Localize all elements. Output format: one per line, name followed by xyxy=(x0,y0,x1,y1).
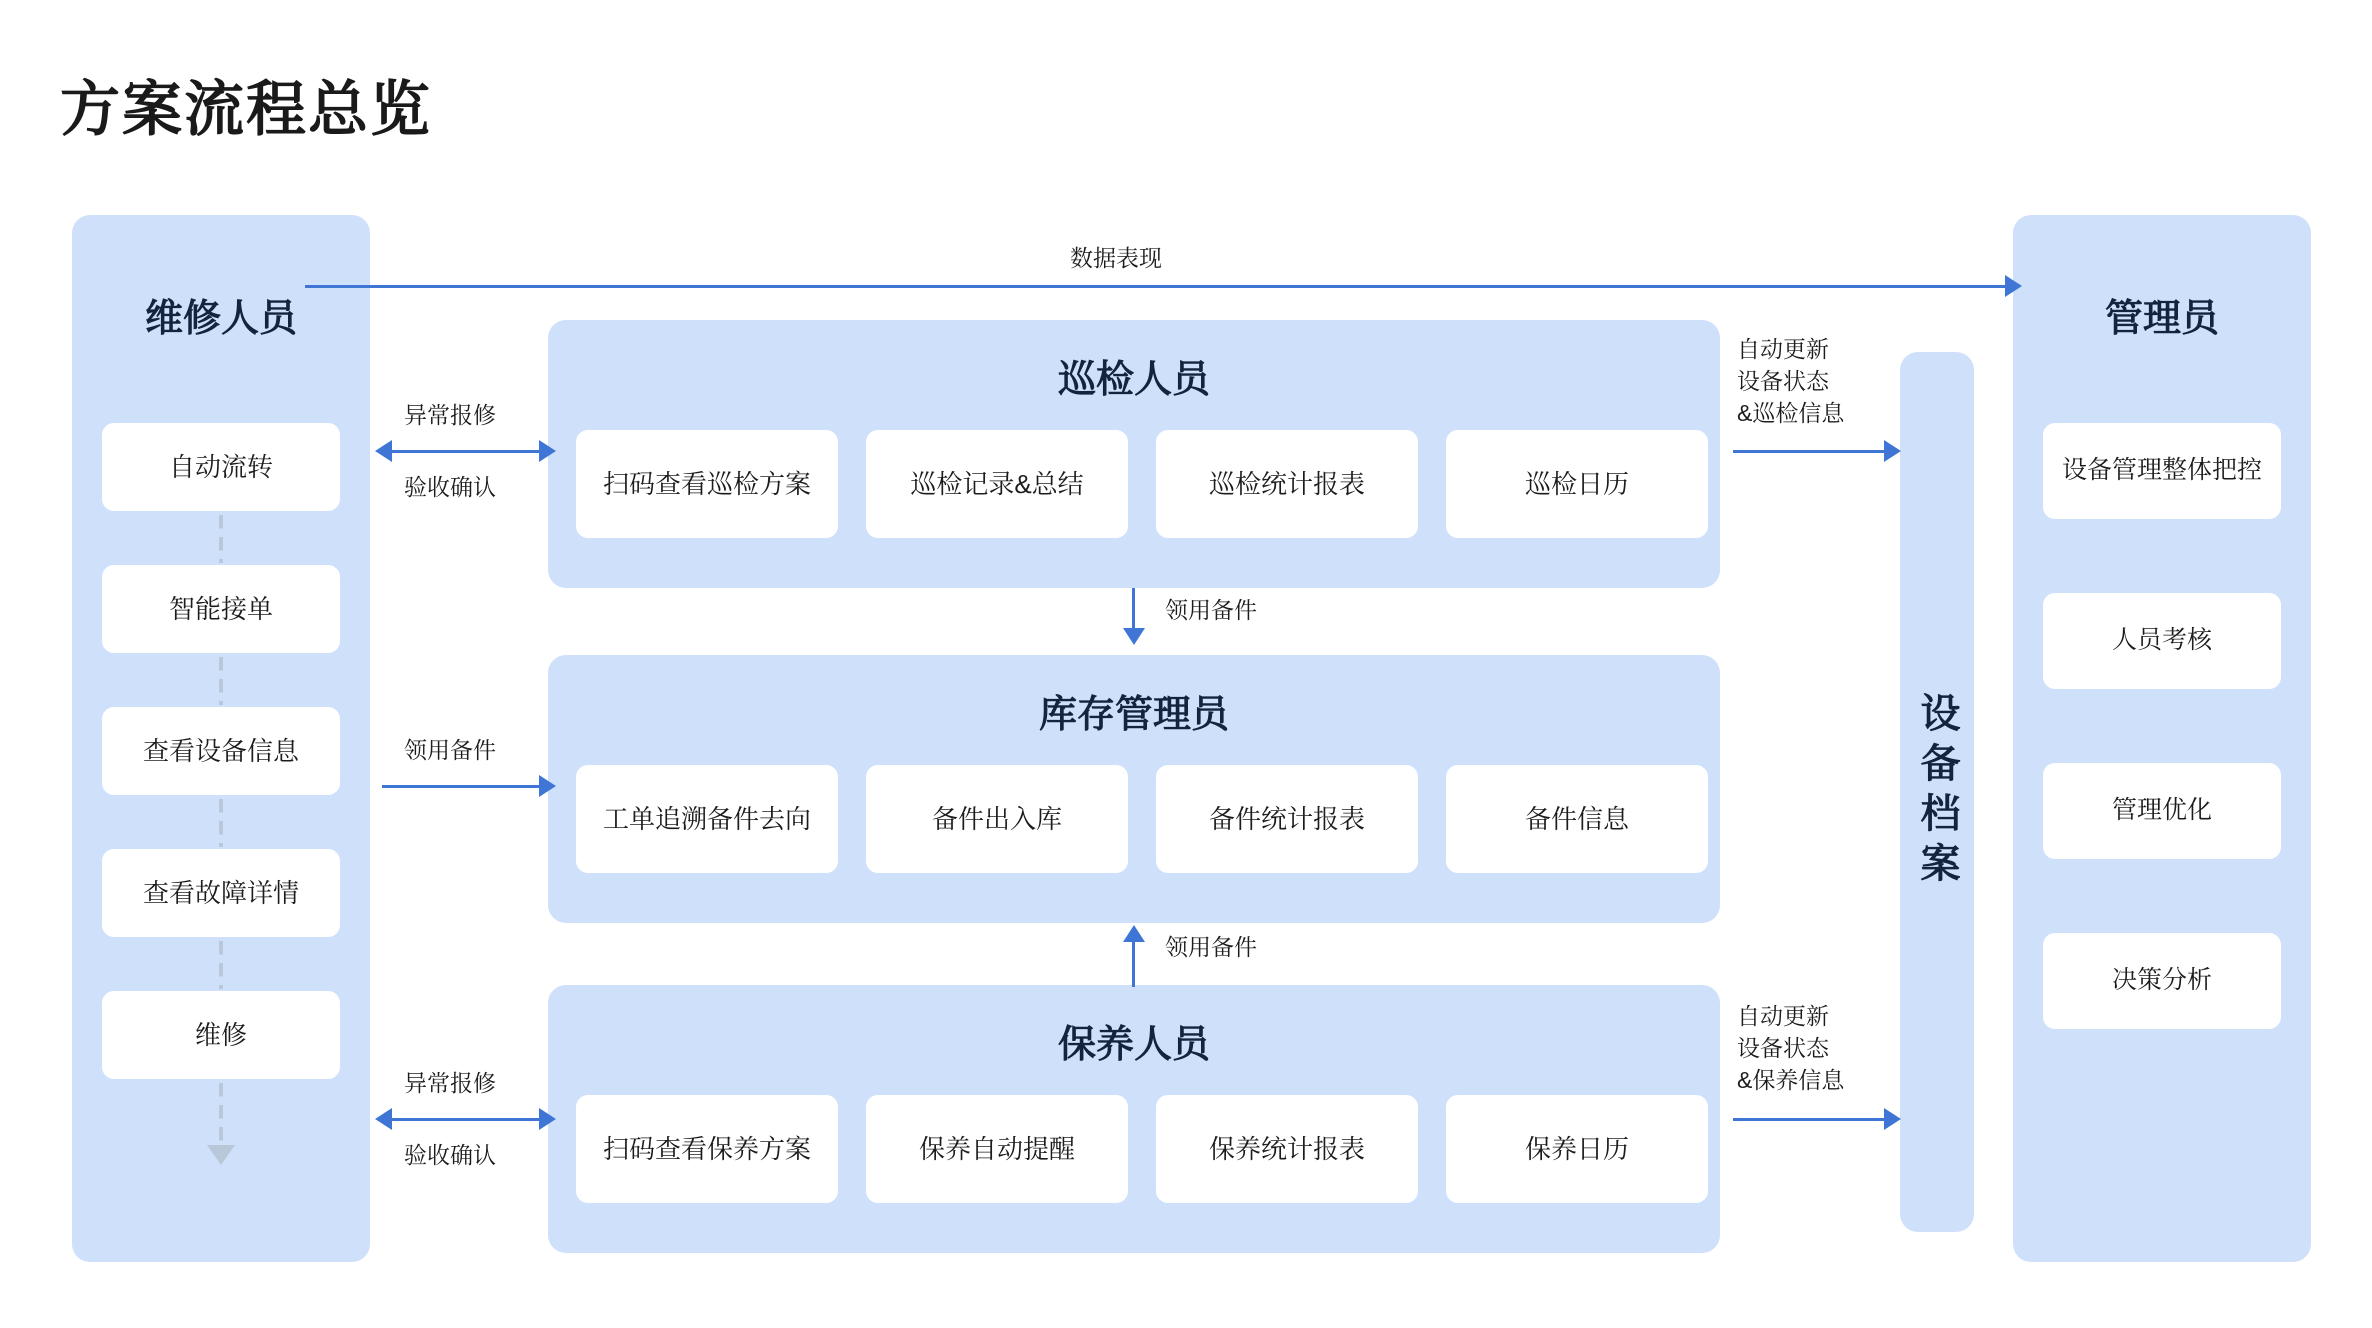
panel-inspection-staff xyxy=(548,320,1720,588)
panel-inspection-staff-title: 巡检人员 xyxy=(1057,359,1210,401)
panel-inventory-manager xyxy=(548,655,1720,923)
edge-line xyxy=(1733,1118,1893,1121)
list-item[interactable]: 设备管理整体把控 xyxy=(2043,423,2281,519)
dashed-connector xyxy=(219,515,223,563)
arrow-left-icon xyxy=(375,440,392,462)
column-administrator-title: 管理员 xyxy=(2104,298,2219,340)
list-item[interactable]: 管理优化 xyxy=(2043,763,2281,859)
list-item[interactable]: 智能接单 xyxy=(102,565,340,653)
edge-label-auto-update-inspection: 自动更新 设备状态 &巡检信息 xyxy=(1737,336,1845,427)
column-administrator xyxy=(2013,215,2311,1262)
list-item[interactable]: 保养自动提醒 xyxy=(866,1095,1128,1203)
list-item[interactable]: 决策分析 xyxy=(2043,933,2281,1029)
edge-label-auto-update-maintenance: 自动更新 设备状态 &保养信息 xyxy=(1737,1003,1845,1094)
list-item[interactable]: 扫码查看巡检方案 xyxy=(576,430,838,538)
dashed-connector xyxy=(219,799,223,847)
edge-label-requisition-parts-inspection: 领用备件 xyxy=(1165,597,1257,623)
panel-inventory-manager-title: 库存管理员 xyxy=(1038,694,1229,736)
panel-equipment-archive-label: 设备档案 xyxy=(1915,692,1959,892)
page-title: 方案流程总览 xyxy=(60,76,432,143)
arrow-right-icon xyxy=(1884,440,1901,462)
list-item[interactable]: 维修 xyxy=(102,991,340,1079)
list-item[interactable]: 备件出入库 xyxy=(866,765,1128,873)
dashed-connector xyxy=(219,1083,223,1151)
edge-label-abnormal-report-maintenance: 异常报修 xyxy=(404,1070,496,1096)
edge-line xyxy=(1132,935,1135,987)
edge-label-requisition-parts-maintenance: 领用备件 xyxy=(1165,934,1257,960)
list-item[interactable]: 查看故障详情 xyxy=(102,849,340,937)
panel-equipment-archive xyxy=(1900,352,1974,1232)
column-repair-staff-title: 维修人员 xyxy=(144,298,297,340)
edge-label-data-performance: 数据表现 xyxy=(1070,245,1162,271)
edge-line xyxy=(382,785,542,788)
arrow-down-icon xyxy=(1123,628,1145,645)
list-item[interactable]: 查看设备信息 xyxy=(102,707,340,795)
dashed-connector xyxy=(219,941,223,989)
arrow-up-icon xyxy=(1123,925,1145,942)
list-item[interactable]: 自动流转 xyxy=(102,423,340,511)
list-item[interactable]: 巡检统计报表 xyxy=(1156,430,1418,538)
list-item[interactable]: 保养日历 xyxy=(1446,1095,1708,1203)
list-item[interactable]: 扫码查看保养方案 xyxy=(576,1095,838,1203)
edge-line xyxy=(382,450,542,453)
arrow-right-icon xyxy=(539,1108,556,1130)
arrow-left-icon xyxy=(375,1108,392,1130)
edge-line xyxy=(305,285,2008,288)
edge-label-abnormal-report-inspection: 异常报修 xyxy=(404,402,496,428)
list-item[interactable]: 巡检记录&总结 xyxy=(866,430,1128,538)
list-item[interactable]: 人员考核 xyxy=(2043,593,2281,689)
edge-label-acceptance-confirm-inspection: 验收确认 xyxy=(404,474,496,500)
arrow-right-icon xyxy=(539,440,556,462)
panel-maintenance-staff-title: 保养人员 xyxy=(1057,1024,1210,1066)
edge-label-requisition-parts-repair: 领用备件 xyxy=(404,737,496,763)
dashed-connector xyxy=(219,657,223,705)
arrow-right-icon xyxy=(2005,275,2022,297)
arrow-right-icon xyxy=(539,775,556,797)
panel-maintenance-staff xyxy=(548,985,1720,1253)
list-item[interactable]: 备件统计报表 xyxy=(1156,765,1418,873)
list-item[interactable]: 备件信息 xyxy=(1446,765,1708,873)
column-repair-staff xyxy=(72,215,370,1262)
edge-line xyxy=(382,1118,542,1121)
list-item[interactable]: 工单追溯备件去向 xyxy=(576,765,838,873)
arrow-down-icon xyxy=(207,1145,235,1165)
edge-label-acceptance-confirm-maintenance: 验收确认 xyxy=(404,1142,496,1168)
list-item[interactable]: 巡检日历 xyxy=(1446,430,1708,538)
arrow-right-icon xyxy=(1884,1108,1901,1130)
list-item[interactable]: 保养统计报表 xyxy=(1156,1095,1418,1203)
edge-line xyxy=(1733,450,1893,453)
